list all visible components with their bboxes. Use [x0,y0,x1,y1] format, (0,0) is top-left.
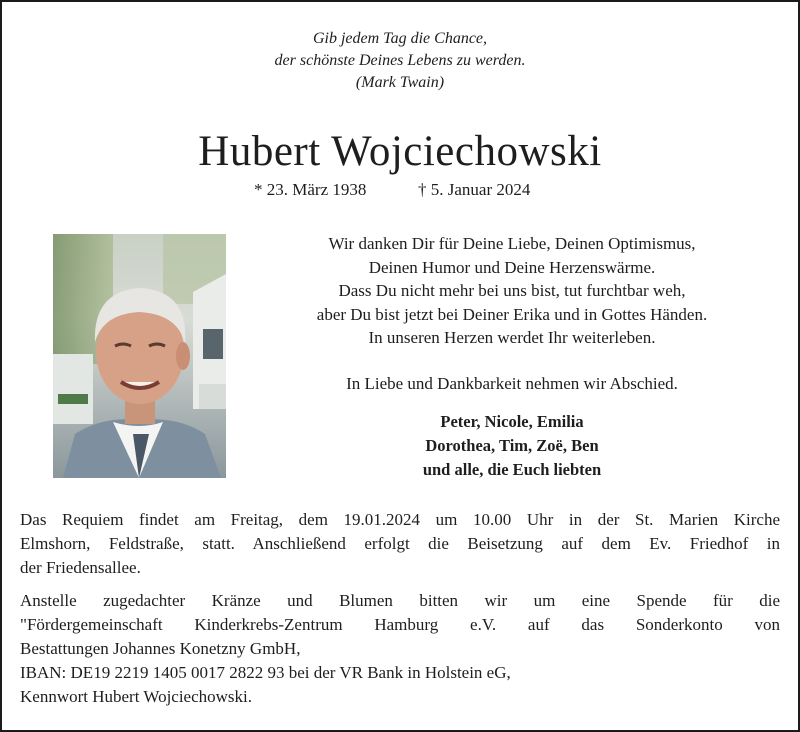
requiem-line: Elmshorn, Feldstraße, statt. Anschließend erfolgt die Beisetzung auf dem Ev. Friedhof in [20,534,780,553]
donation-paragraph [20,589,780,709]
requiem-line: der Friedensallee. [20,558,141,577]
donation-line: Kennwort Hubert Wojciechowski. [20,687,253,706]
quote-line: Gib jedem Tag die Chance, [312,30,488,47]
requiem-line: Das Requiem findet am Freitag, dem 19.01.2024 um 10.00 Uhr in der St. Marien Kirche [20,510,780,529]
donation-line: IBAN: DE19 2219 1405 0017 2822 93 bei der VR Bank in Holstein eG, [20,663,511,682]
portrait-illustration [53,234,226,478]
memorial-poem [240,232,784,350]
donation-line: "Fördergemeinschaft Kinderkrebs-Zentrum Hamburg e.V. auf das Sonderkonto von [20,615,780,634]
family-line: Peter, Nicole, Emilia [440,412,584,431]
portrait-photo [53,234,226,478]
epigraph-quote [0,28,800,94]
poem-line: Wir danken Dir für Deine Liebe, Deinen Optimismus, [328,234,696,253]
poem-line: aber Du bist jetzt bei Deiner Erika und in Gottes Händen. [316,304,708,324]
family-signature [240,410,784,482]
donation-line: Bestattungen Johannes Konetzny GmbH, [20,639,301,658]
quote-line: der schönste Deines Lebens zu werden. [274,52,526,69]
quote-author: (Mark Twain) [355,74,445,91]
deceased-name: Hubert Wojciechowski [198,128,602,175]
family-line: Dorothea, Tim, Zoë, Ben [425,436,599,455]
family-line: und alle, die Euch liebten [422,460,602,479]
birth-date: * 23. März 1938 [254,180,367,199]
poem-line: Deinen Humor und Deine Herzenswärme. [368,257,656,277]
poem-line: Dass Du nicht mehr bei uns bist, tut furchtbar weh, [338,281,686,300]
donation-line: Anstelle zugedachter Kränze und Blumen bitten wir um eine Spende für die [20,591,780,610]
death-date: † 5. Januar 2024 [418,180,531,199]
farewell-line: In Liebe und Dankbarkeit nehmen wir Abschied. [346,374,678,393]
requiem-paragraph [20,508,780,580]
poem-line: In unseren Herzen werdet Ihr weiterleben. [368,328,656,347]
